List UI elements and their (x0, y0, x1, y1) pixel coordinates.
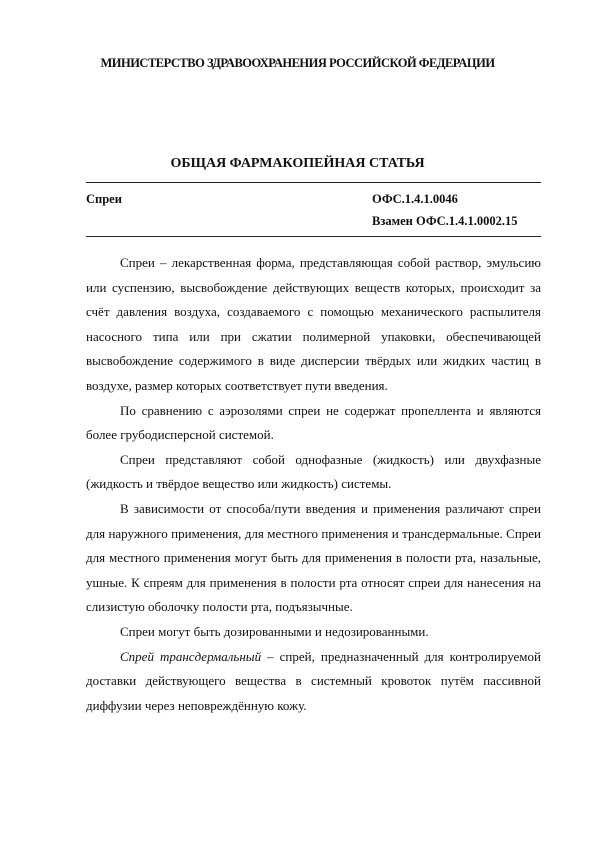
paragraph-classification: В зависимости от способа/пути введения и применения различают спреи для наружного применения, для местного применения и трансдермальные. Спреи для местного применения могут быть для применения в полости рта, назальные, ушные. К спреям для применения в полости рта относят спреи для нанесения на слизистую оболочку полости рта, подъязычные. (86, 500, 541, 615)
monograph-title: Спреи (86, 192, 122, 206)
replaces-code: Взамен ОФС.1.4.1.0002.15 (372, 214, 518, 228)
ministry-title: МИНИСТЕРСТВО ЗДРАВООХРАНЕНИЯ РОССИЙСКОЙ ФЕДЕРАЦИИ (100, 56, 495, 70)
paragraph-definition: Спреи – лекарственная форма, представляющая собой раствор, эмульсию или суспензию, высвобождение действующих веществ которых, происходит за счёт давления воздуха, создаваемого с помощью механического распылителя насосного типа или при сжатии полимерной упаковки, обеспечивающей высвобождение содержимого в виде дисперсии твёрдых или жидких частиц в воздухе, размер которых соответствует пути введения. (86, 255, 541, 393)
transdermal-definition: – спрей, предназначенный для контролируемой доставки действующего вещества в системный кровоток путём пассивной диффузии через неповреждённую кожу. (86, 648, 541, 713)
header-bottom-rule (86, 236, 541, 237)
paragraph-phases: Спреи представляют собой однофазные (жидкость) или двухфазные (жидкость и твёрдое вещество или жидкость) системы. (86, 451, 541, 492)
paragraph-comparison: По сравнению с аэрозолями спреи не содержат пропеллента и являются более грубодисперсной системой. (86, 402, 541, 443)
paragraph-dosing: Спреи могут быть дозированными и недозированными. (120, 623, 429, 639)
monograph-code: ОФС.1.4.1.0046 (372, 192, 458, 206)
paragraph-transdermal (86, 645, 541, 719)
monograph-body (86, 251, 541, 718)
term-transdermal-spray: Спрей трансдермальный (120, 648, 262, 664)
header-top-rule (86, 182, 541, 183)
document-type-title: ОБЩАЯ ФАРМАКОПЕЙНАЯ СТАТЬЯ (170, 156, 425, 171)
